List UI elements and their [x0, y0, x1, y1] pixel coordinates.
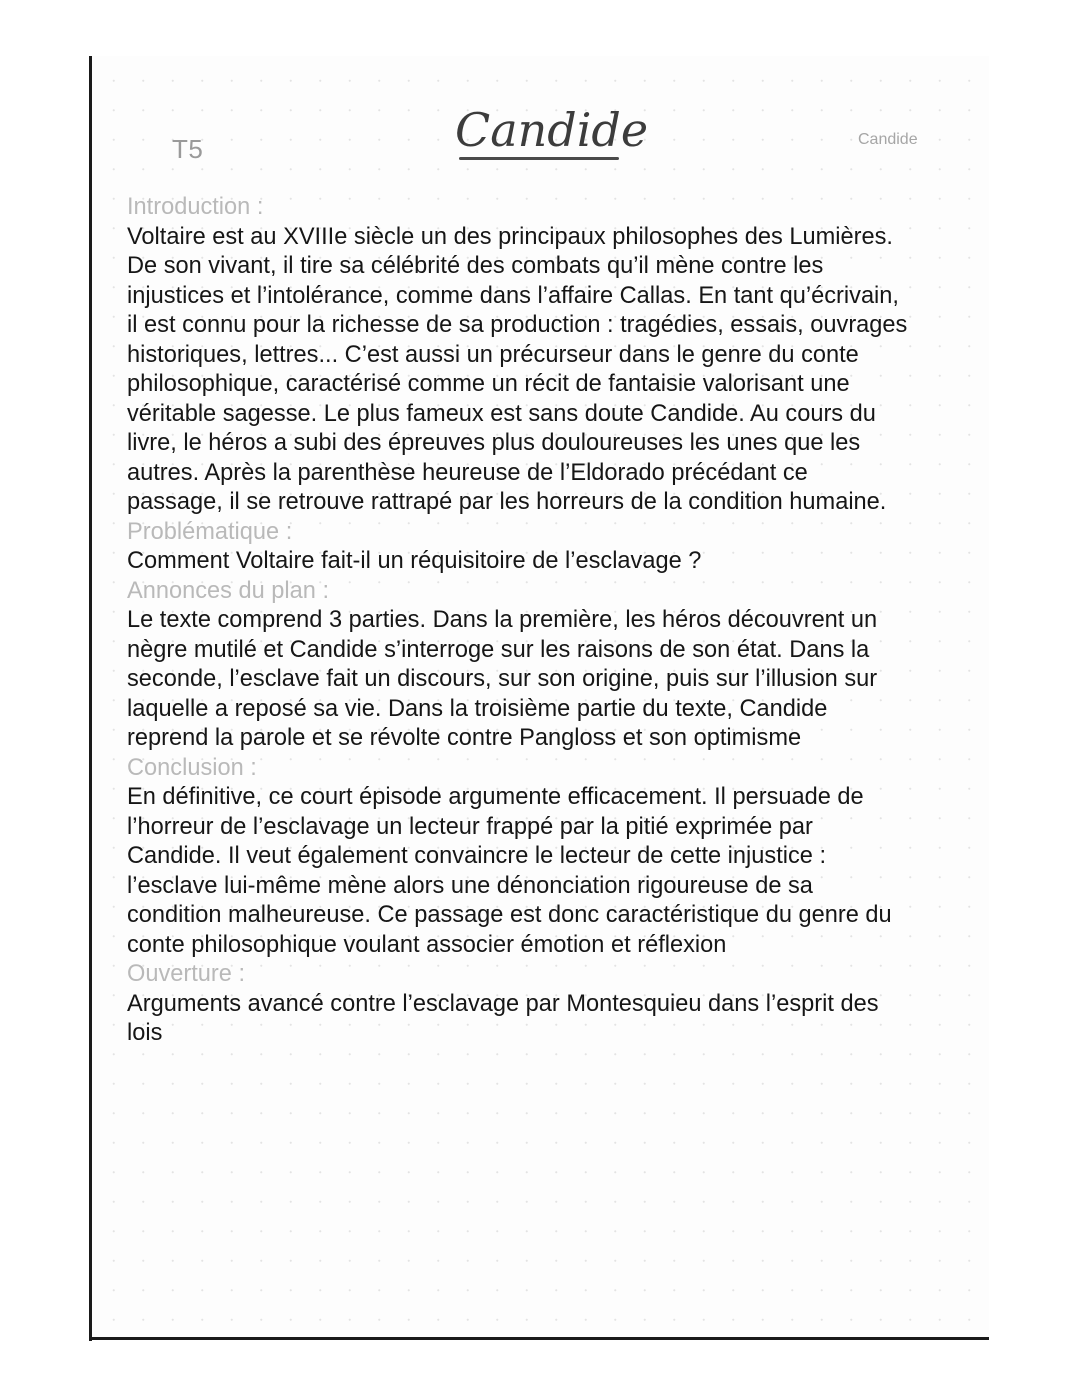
section-heading: Introduction : — [127, 194, 264, 220]
text-line: Candide. Il veut également convaincre le lecteur de cette injustice : — [127, 843, 827, 869]
text-line: Arguments avancé contre l’esclavage par Montesquieu dans l’esprit des — [127, 990, 879, 1017]
text-line: nègre mutilé et Candide s’interroge sur les raisons de son état. Dans la — [127, 636, 870, 663]
text-line: passage, il se retrouve rattrapé par les horreurs de la condition humaine. — [127, 489, 887, 515]
title-underline — [459, 157, 619, 160]
text-line: condition malheureuse. Ce passage est donc caractéristique du genre du — [127, 902, 892, 928]
page-bottom-edge — [89, 1337, 989, 1340]
text-line: Comment Voltaire fait-il un réquisitoire de l’esclavage ? — [127, 548, 702, 574]
section — [127, 960, 977, 1049]
text-line: autres. Après la parenthèse heureuse de l’Eldorado précédant ce — [127, 459, 808, 486]
text-line: Voltaire est au XVIIIe siècle un des principaux philosophes des Lumières. — [127, 223, 893, 250]
text-line: il est connu pour la richesse de sa production : tragédies, essais, ouvrages — [127, 312, 908, 338]
page-title: Candide — [455, 103, 649, 157]
text-line: Le texte comprend 3 parties. Dans la première, les héros découvrent un — [127, 607, 878, 633]
text-line: En définitive, ce court épisode argumente efficacement. Il persuade de — [127, 784, 864, 810]
text-line: De son vivant, il tire sa célébrité des combats qu’il mène contre les — [127, 253, 824, 279]
header-tag: Candide — [858, 131, 918, 148]
text-line: philosophique, caractérisé comme un récit de fantaisie valorisant une — [127, 371, 850, 397]
section-heading: Conclusion : — [127, 754, 257, 781]
section — [127, 754, 977, 961]
text-line: injustices et l’intolérance, comme dans l’affaire Callas. En tant qu’écrivain, — [127, 282, 899, 309]
document-body — [127, 193, 977, 1049]
text-line: reprend la parole et se révolte contre Pangloss et son optimisme — [127, 725, 802, 751]
text-line: seconde, l’esclave fait un discours, sur son origine, puis sur l’illusion sur — [127, 666, 878, 692]
section — [127, 193, 977, 518]
chapter-label: T5 — [172, 134, 204, 164]
text-line: l’horreur de l’esclavage un lecteur frappé par la pitié exprimée par — [127, 813, 813, 840]
text-line: l’esclave lui-même mène alors une dénonciation rigoureuse de sa — [127, 872, 813, 899]
text-line: laquelle a reposé sa vie. Dans la troisième partie du texte, Candide — [127, 695, 828, 722]
section — [127, 577, 977, 754]
text-line: livre, le héros a subi des épreuves plus douloureuses les unes que les — [127, 430, 861, 456]
section — [127, 518, 977, 577]
section-heading: Problématique : — [127, 518, 293, 545]
text-line: véritable sagesse. Le plus fameux est sans doute Candide. Au cours du — [127, 400, 876, 427]
text-line: historiques, lettres... C’est aussi un précurseur dans le genre du conte — [127, 341, 859, 368]
page-title-block — [455, 102, 649, 158]
section-heading: Annonces du plan : — [127, 577, 330, 604]
page-left-edge — [89, 56, 92, 1341]
text-line: conte philosophique voulant associer émotion et réflexion — [127, 931, 727, 958]
section-heading: Ouverture : — [127, 961, 246, 987]
text-line: lois — [127, 1020, 163, 1046]
